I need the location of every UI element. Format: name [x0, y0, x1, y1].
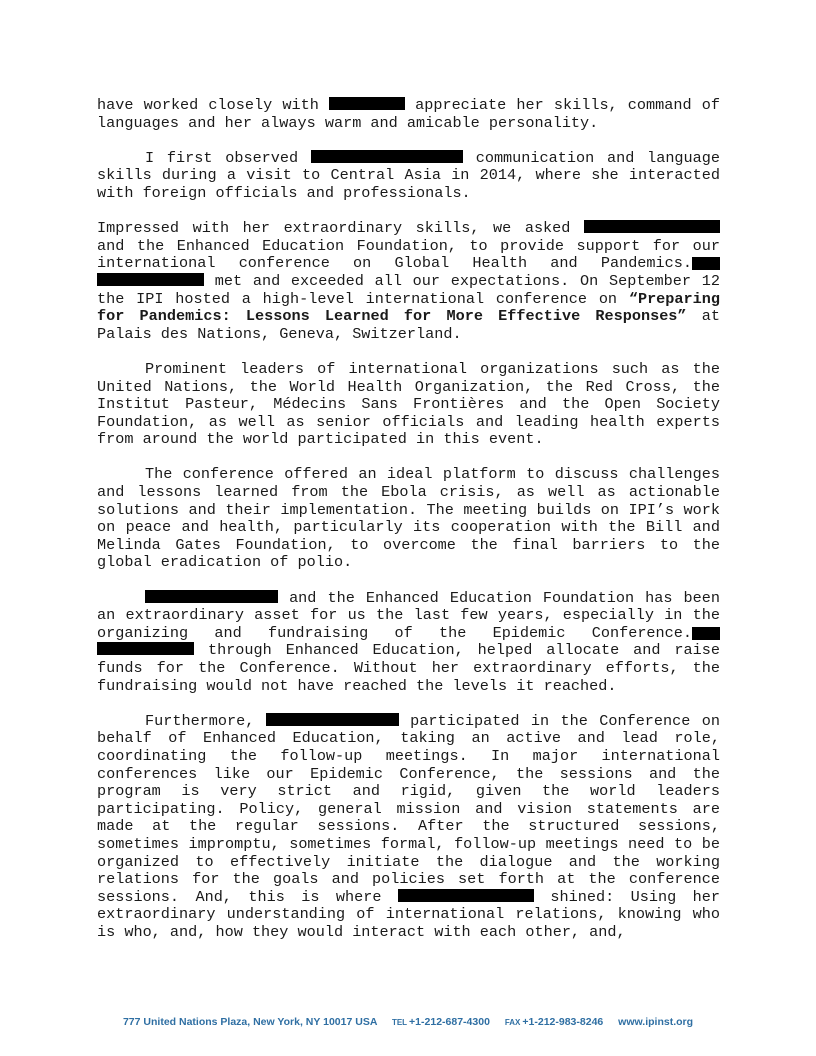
paragraph-6 [97, 590, 720, 696]
letter-body [97, 97, 720, 959]
paragraph-1 [97, 97, 720, 132]
redaction-bar [329, 97, 405, 110]
p3-text-4: at Palais des Nations, Geneva, Switzerland. [97, 307, 720, 343]
redaction-bar [97, 642, 194, 655]
paragraph-5: The conference offered an ideal platform to discuss challenges and lessons learned from the Ebola crisis, as well as actionable solutions and their implementation. The meeting builds on IPI’s work on peace and health, particularly its cooperation with the Bill and Melinda Gates Foundation, to overcome the final barriers to the global eradication of polio. [97, 465, 720, 572]
redaction-bar [145, 590, 278, 603]
redaction-bar [266, 713, 399, 726]
paragraph-4: Prominent leaders of international organizations such as the United Nations, the World Health Organization, the Red Cross, the Institut Pasteur, Médecins Sans Frontières and the Open Society Foundation, as well as senior officials and leading health experts from around the world participated in this event. [97, 359, 720, 449]
redaction-bar [692, 627, 720, 640]
paragraph-2 [97, 150, 720, 203]
redaction-bar [311, 150, 463, 163]
redaction-bar [692, 257, 720, 270]
fax-label: FAX [504, 1018, 521, 1027]
p1-text-2: appreciate her skills, command of languages and her always warm and amicable personality. [97, 96, 720, 132]
p3-text-1: Impressed with her extraordinary skills, we asked [97, 219, 571, 238]
redaction-bar [97, 273, 204, 286]
footer-fax: +1-212-983-8246 [522, 1016, 604, 1028]
redaction-bar [584, 220, 720, 233]
p3-text-3: met and exceeded all our expectations. On September 12 the IPI hosted a high-level international conference on [97, 271, 720, 308]
footer-website: www.ipinst.org [618, 1016, 694, 1028]
p1-text-1: have worked closely with [97, 96, 319, 114]
footer-address: 777 United Nations Plaza, New York, NY 10017 USA [122, 1016, 378, 1028]
p2-text-1: I first observed [145, 148, 299, 167]
p7-text-1: Furthermore, [145, 711, 255, 730]
conference-title: “Preparing for Pandemics: Lessons Learned for More Effective Responses” [97, 289, 720, 326]
footer-phone: +1-212-687-4300 [409, 1016, 490, 1028]
p7-text-2: participated in the Conference on behalf of Enhanced Education, taking an active and lead role, coordinating the follow-up meetings. In major international conferences like our Epidemic Conference, the sessions and the program is very strict and rigid, given the world leaders participating. Policy, general mission and vision statements are made at the regular sessions. After the structured sessions, sometimes impromptu, sometimes formal, follow-up meetings need to be organized to effectively initiate the dialogue and the working relations for the goals and policies set forth at the conference sessions. And, this is where [97, 711, 720, 906]
p3-text-2: and the Enhanced Education Foundation, to provide support for our international conference on Global Health and Pandemics. [97, 236, 720, 273]
tel-label: TEL [391, 1018, 408, 1027]
redaction-bar [398, 889, 534, 902]
p6-text-1: and the Enhanced Education Foundation has been an extraordinary asset for us the last few years, especially in the organizing and fundraising of the Epidemic Conference. [97, 588, 720, 642]
p7-text-3: shined: Using her extraordinary understanding of international relations, knowing who is who, and, how they would interact with each other, and, [97, 887, 720, 941]
paragraph-3 [97, 220, 720, 343]
letterhead-footer [0, 1016, 816, 1028]
p6-text-2: through Enhanced Education, helped allocate and raise funds for the Conference. Without her extraordinary efforts, the fundraising would not have reached the levels it reached. [97, 641, 720, 695]
paragraph-7 [97, 713, 720, 942]
p2-text-2: communication and language skills during a visit to Central Asia in 2014, where she interacted with foreign officials and professionals. [97, 148, 721, 202]
